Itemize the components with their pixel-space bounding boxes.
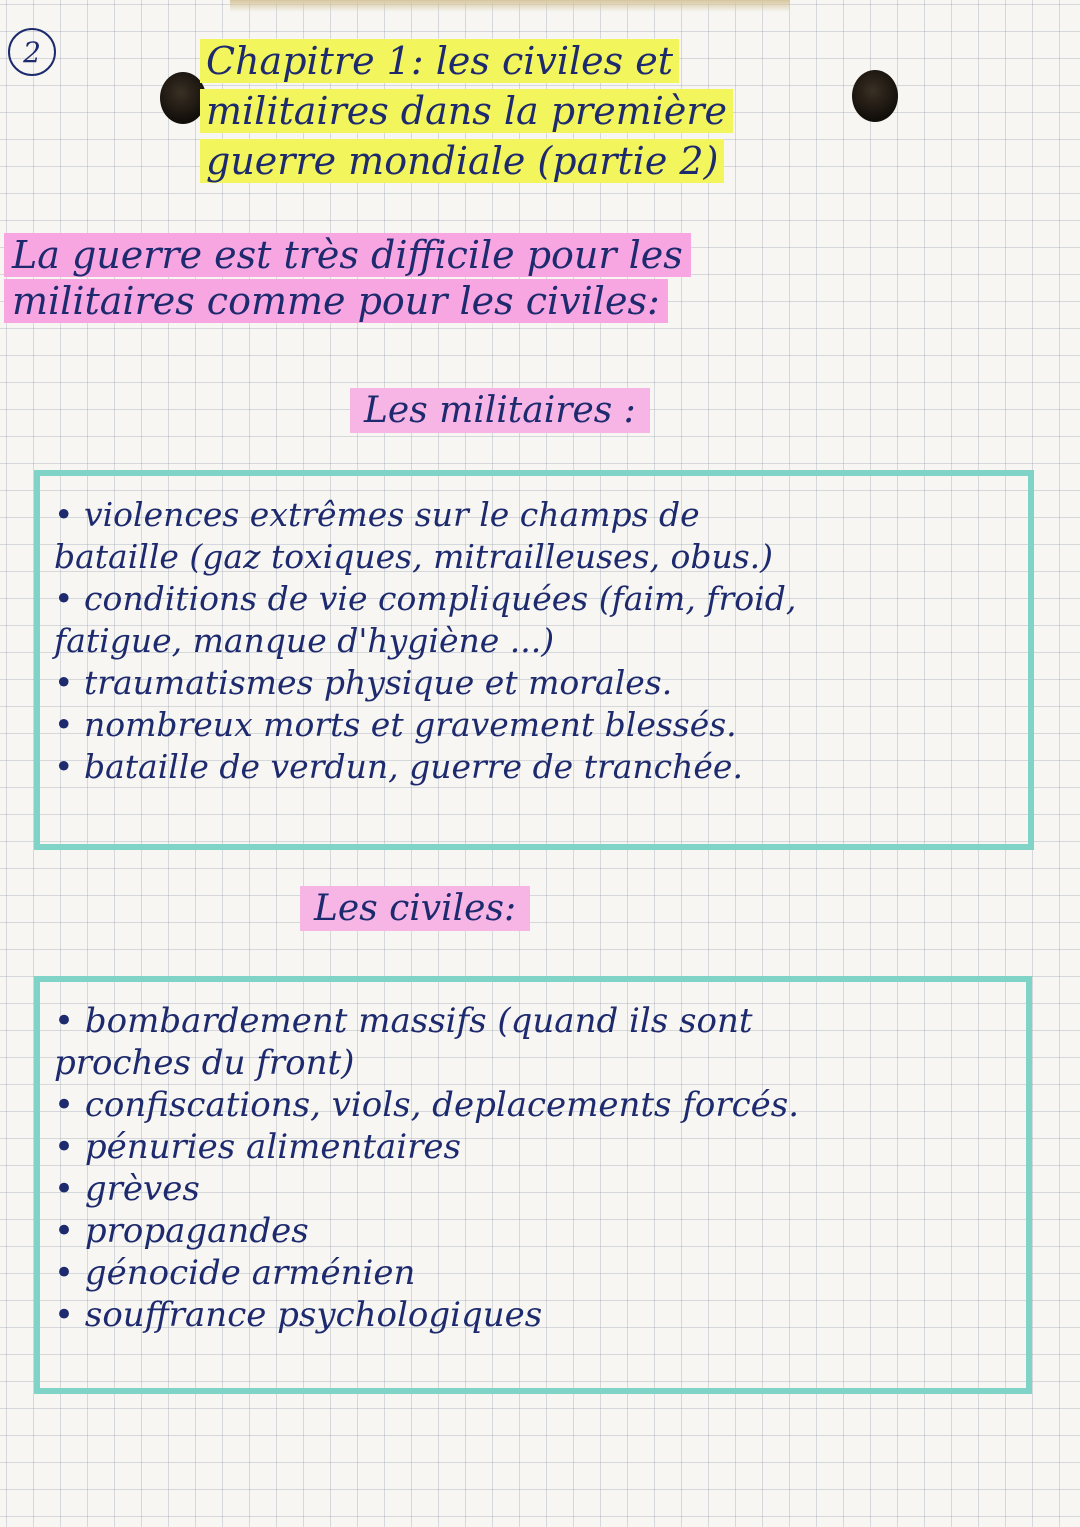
title-line <box>200 136 860 186</box>
list-item: • confiscations, viols, deplacements forcés. <box>54 1084 1016 1126</box>
chapter-title <box>200 36 860 186</box>
list-item-continuation: bataille (gaz toxiques, mitrailleuses, obus.) <box>54 537 774 576</box>
civil-list-box <box>34 976 1032 1394</box>
list-item: • pénuries alimentaires <box>54 1126 1016 1168</box>
page-number-text: 2 <box>23 35 41 69</box>
military-list-box <box>34 470 1034 850</box>
section-heading-military: Les militaires : <box>350 388 650 433</box>
title-line-text: militaires dans la première <box>200 89 733 133</box>
title-line-text: Chapitre 1: les civiles et <box>200 39 679 83</box>
list-item: • propagandes <box>54 1210 1016 1252</box>
list-item: • bombardement massifs (quand ils sont <box>54 1000 1016 1042</box>
page-number <box>8 28 56 76</box>
intro-line <box>4 278 904 324</box>
list-item-continuation: fatigue, manque d'hygiène ...) <box>54 621 555 660</box>
list-item: • traumatismes physique et morales. <box>54 662 1018 704</box>
intro-line <box>4 232 904 278</box>
list-item: • conditions de vie compliquées (faim, froid, <box>54 578 1018 620</box>
section-heading-civil: Les civiles: <box>300 886 530 931</box>
list-item: • génocide arménien <box>54 1252 1016 1294</box>
intro-sentence <box>4 232 904 324</box>
list-item: • nombreux morts et gravement blessés. <box>54 704 1018 746</box>
military-list <box>54 494 1018 788</box>
intro-line-text: La guerre est très difficile pour les <box>4 233 691 277</box>
intro-line-text: militaires comme pour les civiles: <box>4 279 668 323</box>
list-item: • grèves <box>54 1168 1016 1210</box>
title-line <box>200 36 860 86</box>
list-item-continuation: proches du front) <box>54 1043 355 1083</box>
list-item: • violences extrêmes sur le champs de <box>54 494 1018 536</box>
page-top-edge <box>230 0 790 12</box>
list-item: • souffrance psychologiques <box>54 1294 1016 1336</box>
title-line-text: guerre mondiale (partie 2) <box>200 139 724 183</box>
civil-list <box>54 1000 1016 1336</box>
title-line <box>200 86 860 136</box>
list-item: • bataille de verdun, guerre de tranchée. <box>54 746 1018 788</box>
